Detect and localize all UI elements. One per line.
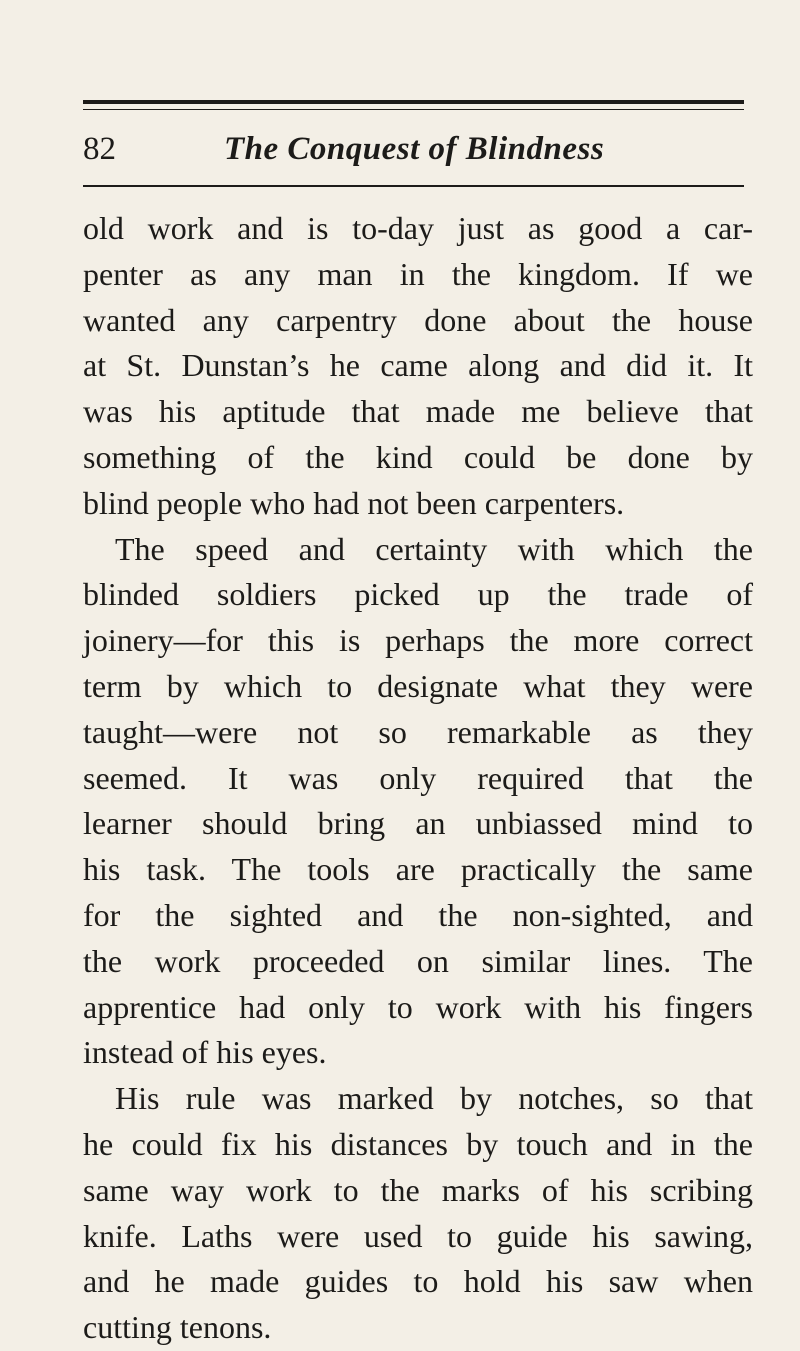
header-rule-thin — [83, 109, 744, 110]
text-line: term by which to designate what they were — [83, 667, 753, 704]
text-line: penter as any man in the kingdom. If we — [83, 255, 753, 292]
text-line: seemed. It was only required that the — [83, 759, 753, 796]
text-line: learner should bring an unbiassed mind to — [83, 805, 753, 842]
running-title: The Conquest of Blindness — [224, 131, 605, 167]
header-rule-bottom — [83, 185, 744, 187]
page-number: 82 — [83, 131, 116, 167]
text-line: instead of his eyes. — [83, 1034, 327, 1071]
text-line: wanted any carpentry done about the house — [83, 301, 753, 338]
text-line: knife. Laths were used to guide his sawing, — [83, 1217, 753, 1254]
text-line: he could fix his distances by touch and in the — [83, 1125, 753, 1162]
body-text — [83, 206, 753, 1351]
text-line: old work and is to-day just as good a car- — [83, 210, 753, 246]
text-line: apprentice had only to work with his fingers — [83, 988, 753, 1025]
text-line: joinery—for this is perhaps the more correct — [83, 622, 753, 659]
text-line: his task. The tools are practically the same — [83, 851, 753, 888]
running-head — [83, 126, 744, 172]
text-line: the work proceeded on similar lines. The — [83, 942, 753, 979]
text-line: blinded soldiers picked up the trade of — [83, 576, 753, 613]
text-line: and he made guides to hold his saw when — [83, 1263, 753, 1300]
text-line: The speed and certainty with which the — [115, 530, 753, 567]
text-line: at St. Dunstan’s he came along and did it. It — [83, 347, 753, 384]
text-line: for the sighted and the non-sighted, and — [83, 896, 753, 933]
text-line: cutting tenons. — [83, 1309, 272, 1346]
text-line: taught—were not so remarkable as they — [83, 713, 753, 750]
text-line: same way work to the marks of his scribing — [83, 1171, 753, 1208]
text-line: was his aptitude that made me believe that — [83, 393, 753, 430]
text-line: blind people who had not been carpenters. — [83, 484, 625, 521]
header-rule-thick — [83, 100, 744, 104]
text-line: something of the kind could be done by — [83, 438, 753, 475]
text-line: His rule was marked by notches, so that — [115, 1080, 753, 1117]
